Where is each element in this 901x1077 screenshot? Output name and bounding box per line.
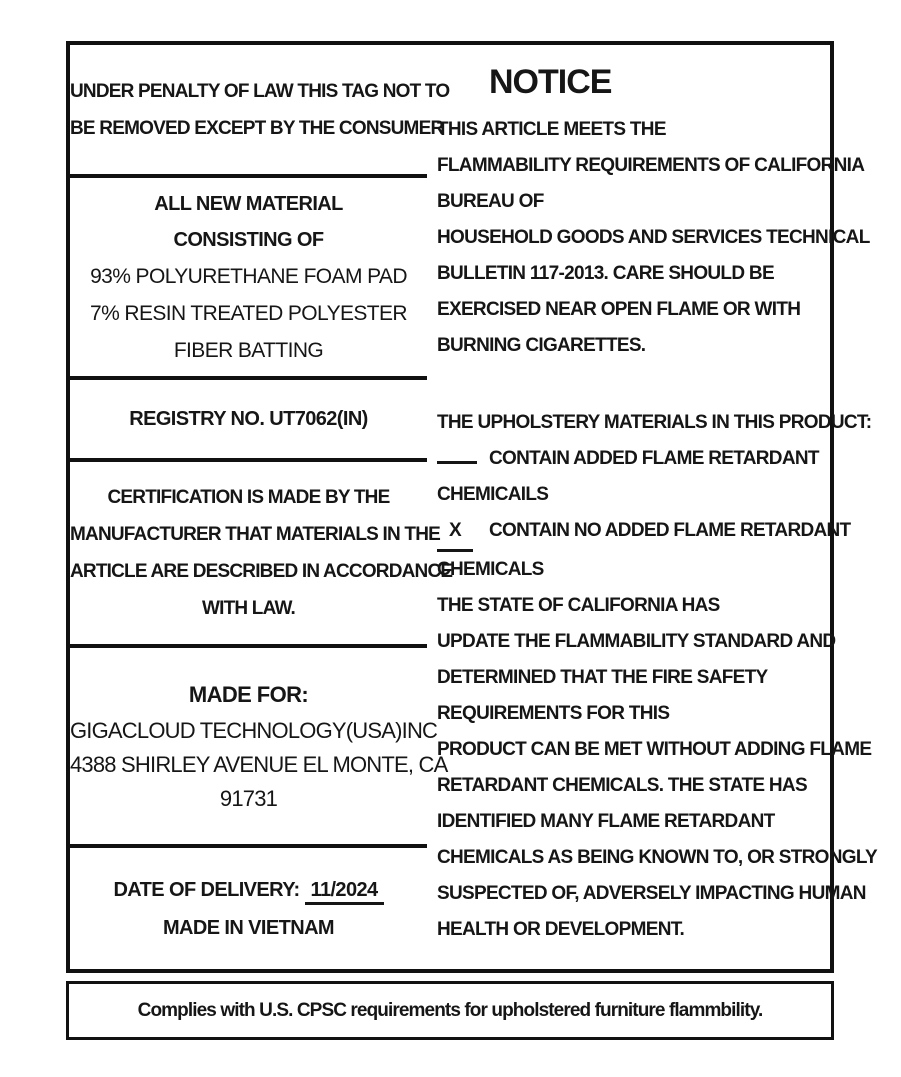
cpsc-compliance-text: Complies with U.S. CPSC requirements for upholstered furniture flammbility. [137,999,763,1021]
certification-lines [70,479,453,627]
text-line: BUREAU OF [437,191,544,212]
text-line: FLAMMABILITY REQUIREMENTS OF CALIFORNIA [437,155,865,176]
text-line: EXERCISED NEAR OPEN FLAME OR WITH [437,299,801,320]
option-added-text: CONTAIN ADDED FLAME RETARDANT [489,448,819,469]
section-registry [70,380,427,462]
text-line: CHEMICALS AS BEING KNOWN TO, OR STRONGLY [437,847,877,868]
text-line: CERTIFICATION IS MADE BY THE [107,487,390,508]
cpsc-compliance-bar [66,981,834,1040]
text-line: 4388 SHIRLEY AVENUE EL MONTE, CA [70,752,448,777]
section-certification [70,462,453,648]
right-column [427,45,883,969]
section-notice [427,45,883,387]
left-column [70,45,453,969]
text-line: 7% RESIN TREATED POLYESTER [90,301,407,325]
made-for-address-lines [70,714,448,816]
text-line: IDENTIFIED MANY FLAME RETARDANT [437,811,775,832]
text-line: MANUFACTURER THAT MATERIALS IN THE [70,524,441,545]
text-line: THIS ARTICLE MEETS THE [437,119,666,140]
text-line: CONSISTING OF [173,228,324,251]
registry-number: REGISTRY NO. UT7062(IN) [129,408,368,430]
option-no-added-line [437,513,877,552]
text-line: DETERMINED THAT THE FIRE SAFETY [437,667,768,688]
text-line: BULLETIN 117-2013. CARE SHOULD BE [437,263,774,284]
law-label-box [66,41,877,973]
upholstery-heading: THE UPHOLSTERY MATERIALS IN THIS PRODUCT: [437,412,872,433]
section-delivery [70,848,427,969]
origin-line: MADE IN VIETNAM [162,916,334,939]
section-upholstery [427,387,883,969]
option-added-line [437,441,877,477]
text-line: 91731 [219,786,278,811]
text-line: SUSPECTED OF, ADVERSELY IMPACTING HUMAN [437,883,866,904]
option-no-added-text: CONTAIN NO ADDED FLAME RETARDANT [489,520,851,541]
material-header-lines [70,186,427,258]
text-line: UPDATE THE FLAMMABILITY STANDARD AND [437,631,836,652]
text-line: RETARDANT CHEMICALS. THE STATE HAS [437,775,807,796]
delivery-label: DATE OF DELIVERY: [113,878,305,901]
text-line: FIBER BATTING [173,338,324,362]
made-for-header: MADE FOR: [188,682,309,707]
section-penalty [70,45,450,178]
penalty-lines [70,73,450,147]
text-line: HOUSEHOLD GOODS AND SERVICES TECHNICAL [437,227,870,248]
material-content-lines [70,258,427,369]
section-made-for [70,648,448,848]
delivery-line [70,871,427,909]
notice-lines [437,112,877,364]
text-line: GIGACLOUD TECHNOLOGY(USA)INC [70,718,438,743]
text-line: REQUIREMENTS FOR THIS [437,703,670,724]
text-line: PRODUCT CAN BE MET WITHOUT ADDING FLAME [437,739,872,760]
option-no-added-continuation: CHEMICALS [437,559,544,580]
checkbox-x-mark: X [437,513,473,552]
option-added-continuation: CHEMICAILS [437,484,549,505]
notice-title: NOTICE [489,63,612,101]
text-line: ARTICLE ARE DESCRIBED IN ACCORDANCE [70,561,453,582]
text-line: BE REMOVED EXCEPT BY THE CONSUMER [70,117,444,139]
text-line: THE STATE OF CALIFORNIA HAS [437,595,720,616]
delivery-date: 11/2024 [305,879,384,905]
upholstery-body-lines [437,588,877,948]
section-material [70,178,427,380]
text-line: ALL NEW MATERIAL [154,192,343,215]
text-line: HEALTH OR DEVELOPMENT. [437,919,685,940]
text-line: WITH LAW. [201,598,296,619]
text-line: BURNING CIGARETTES. [437,335,646,356]
text-line: 93% POLYURETHANE FOAM PAD [90,264,407,288]
text-line: UNDER PENALTY OF LAW THIS TAG NOT TO [70,80,450,102]
checkbox-blank [437,445,477,464]
